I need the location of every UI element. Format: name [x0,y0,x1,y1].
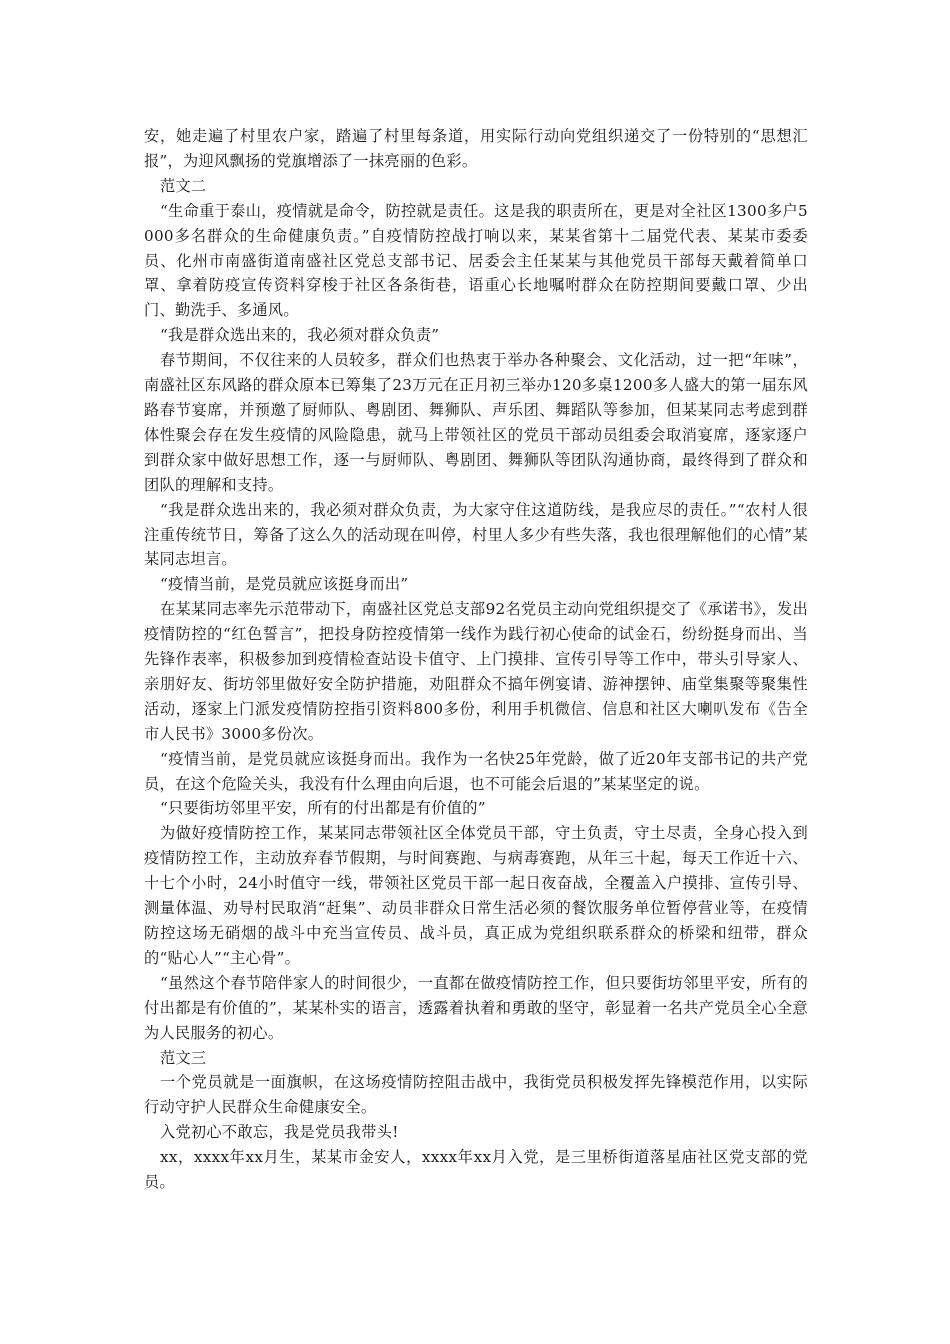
paragraph: 春节期间，不仅往来的人员较多，群众们也热衷于举办各种聚会、文化活动，过一把“年味”，南盛社区东风路的群众原本已筹集了23万元在正月初三举办120多桌1200多人盛大的第一届东风路春节宴席，并预邀了厨师队、粤剧团、舞狮队、声乐团、舞蹈队等参加，但某某同志考虑到群体性聚会存在发生疫情的风险隐患，就马上带领社区的党员干部动员组委会取消宴席，逐家逐户到群众家中做好思想工作，逐一与厨师队、粤剧团、舞狮队等团队沟通协商，最终得到了群众和团队的理解和支持。 [144,351,808,494]
paragraph: xx，xxxx年xx月生，某某市金安人，xxxx年xx月入党，是三里桥街道落星庙社区党支部的党员。 [144,1148,808,1192]
paragraph: 安，她走遍了村里农户家，踏遍了村里每条道，用实际行动向党组织递交了一份特别的“思想汇报”，为迎风飘扬的党旗增添了一抹亮丽的色彩。 [144,127,808,170]
section-heading: 范文二 [159,176,207,195]
paragraph: “虽然这个春节陪伴家人的时间很少，一直都在做疫情防控工作，但只要街坊邻里平安，所有的付出都是有价值的”，某某朴实的语言，透露着执着和勇敢的坚守，彰显着一名共产党员全心全意为人民服务的初心。 [144,973,808,1042]
paragraph: 一个党员就是一面旗帜，在这场疫情防控阻击战中，我街党员积极发挥先锋模范作用，以实际行动守护人民群众生命健康安全。 [144,1073,808,1117]
section-subheading: “疫情当前，是党员就应该挺身而出” [159,575,409,594]
section-subheading: “只要街坊邻里平安，所有的付出都是有价值的” [159,799,486,818]
section-subheading: 入党初心不敢忘，我是党员我带头! [159,1123,399,1142]
section-subheading: “我是群众选出来的，我必须对群众负责” [159,326,440,345]
paragraph: “疫情当前，是党员就应该挺身而出。我作为一名快25年党龄，做了近20年支部书记的共产党员，在这个危险关头，我没有什么理由向后退，也不可能会后退的”某某坚定的说。 [144,749,808,793]
paragraph: 为做好疫情防控工作，某某同志带领社区全体党员干部，守土负责，守土尽责，全身心投入到疫情防控工作，主动放弃春节假期，与时间赛跑、与病毒赛跑，从年三十起，每天工作近十六、十七个小时，24小时值守一线，带领社区党员干部一起日夜奋战，全覆盖入户摸排、宣传引导、测量体温、劝导村民取消“赶集”、动员非群众日常生活必须的餐饮服务单位暂停营业等，在疫情防控这场无硝烟的战斗中充当宣传员、战斗员，真正成为党组织联系群众的桥梁和纽带，群众的“贴心人”“主心骨”。 [144,824,808,967]
paragraph: 在某某同志率先示范带动下，南盛社区党总支部92名党员主动向党组织提交了《承诺书》，发出疫情防控的“红色誓言”，把投身防控疫情第一线作为践行初心使命的试金石，纷纷挺身而出、当先锋作表率，积极参加到疫情检查站设卡值守、上门摸排、宣传引导等工作中，带头引导家人、亲朋好友、街坊邻里做好安全防护措施，劝阻群众不搞年例宴请、游神摆钟、庙堂集聚等聚集性活动，逐家上门派发疫情防控指引资料800多份，利用手机微信、信息和社区大喇叭发布《告全市人民书》3000多份次。 [144,600,808,743]
paragraph: “生命重于泰山，疫情就是命令，防控就是责任。这是我的职责所在，更是对全社区1300多户5000多名群众的生命健康负责。”自疫情防控战打响以来，某某省第十二届党代表、某某市委委员、化州市南盛街道南盛社区党总支部书记、居委会主任某某与其他党员干部每天戴着简单口罩、拿着防疫宣传资料穿梭于社区各条街巷，语重心长地嘱咐群众在防控期间要戴口罩、少出门、勤洗手、多通风。 [144,201,808,320]
paragraph: “我是群众选出来的，我必须对群众负责，为大家守住这道防线，是我应尽的责任。”“农村人很注重传统节日，筹备了这么久的活动现在叫停，村里人多少有些失落，我也很理解他们的心情”某某同志坦言。 [144,500,808,569]
section-heading: 范文三 [159,1048,207,1067]
document-body [144,124,808,1195]
